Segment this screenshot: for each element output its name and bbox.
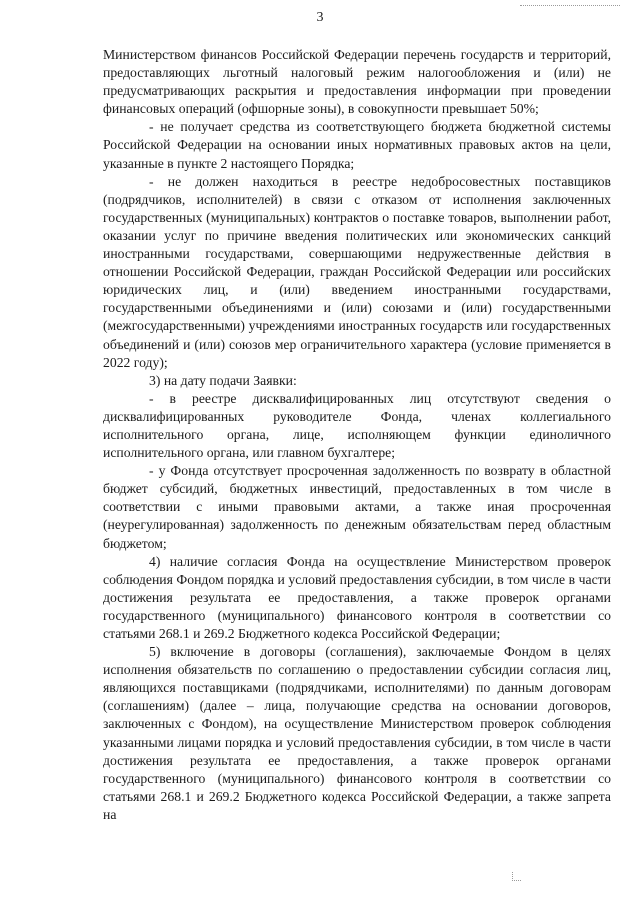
paragraph: 5) включение в договоры (соглашения), заключаемые Фондом в целях исполнения обязательств по соглашению о предоставлении субсидии согласия лиц, являющихся поставщиками (подрядчиками, исполнителями) по данным договорам (соглашениям) (далее – лица, получающие средства на основании договоров, заключенных с Фондом), на осуществление Министерством проверок соблюдения указанными лицами порядка и условий предоставления субсидии, в том числе в части достижения результата ее предоставления, а также проверок органами государственного (муниципального) финансового контроля в соответствии со статьями 268.1 и 269.2 Бюджетного кодекса Российской Федерации, а также запрета на	[103, 644, 611, 822]
paragraph: - не должен находиться в реестре недобросовестных поставщиков (подрядчиков, исполнителей) в связи с отказом от исполнения заключенных государственных (муниципальных) контрактов о поставке товаров, выполнении работ, оказании услуг по причине введения политических или экономических санкций иностранными государствами, совершающими недружественные действия в отношении Российской Федерации, граждан Российской Федерации или российских юридических лиц, и (или) введением иностранными государствами, государственными объединениями и (или) союзами и (или) государственными (межгосударственными) учреждениями иностранных государств или государственных объединений и (или) союзов мер ограничительного характера (условие применяется в 2022 году);	[103, 173, 611, 370]
paragraph: - у Фонда отсутствует просроченная задолженность по возврату в областной бюджет субсидий, бюджетных инвестиций, предоставленных в том числе в соответствии с иными правовыми актами, а также иная просроченная (неурегулированная) задолженность по денежным обязательствам перед областным бюджетом;	[103, 463, 611, 551]
scan-artifact	[520, 5, 620, 7]
scan-artifact-corner	[512, 872, 521, 881]
body-text	[103, 46, 611, 824]
paragraph: 4) наличие согласия Фонда на осуществление Министерством проверок соблюдения Фондом порядка и условий предоставления субсидии, в том числе в части достижения результата ее предоставления, а также проверок органами государственного (муниципального) финансового контроля в соответствии со статьями 268.1 и 269.2 Бюджетного кодекса Российской Федерации;	[103, 553, 611, 641]
paragraph: 3) на дату подачи Заявки:	[149, 372, 297, 388]
paragraph: - в реестре дисквалифицированных лиц отсутствуют сведения о дисквалифицированных руководителе Фонда, членах коллегиального исполнительного органа, лице, исполняющем функции единоличного исполнительного органа, или главном бухгалтере;	[103, 390, 611, 461]
paragraph: Министерством финансов Российской Федерации перечень государств и территорий, предоставляющих льготный налоговый режим налогообложения и (или) не предусматривающих раскрытия и предоставления информации при проведении финансовых операций (офшорные зоны), в совокупности превышает 50%;	[103, 47, 611, 117]
paragraph: - не получает средства из соответствующего бюджета бюджетной системы Российской Федерации на основании иных нормативных правовых актов на цели, указанные в пункте 2 настоящего Порядка;	[103, 119, 611, 171]
page-number: 3	[316, 10, 324, 25]
